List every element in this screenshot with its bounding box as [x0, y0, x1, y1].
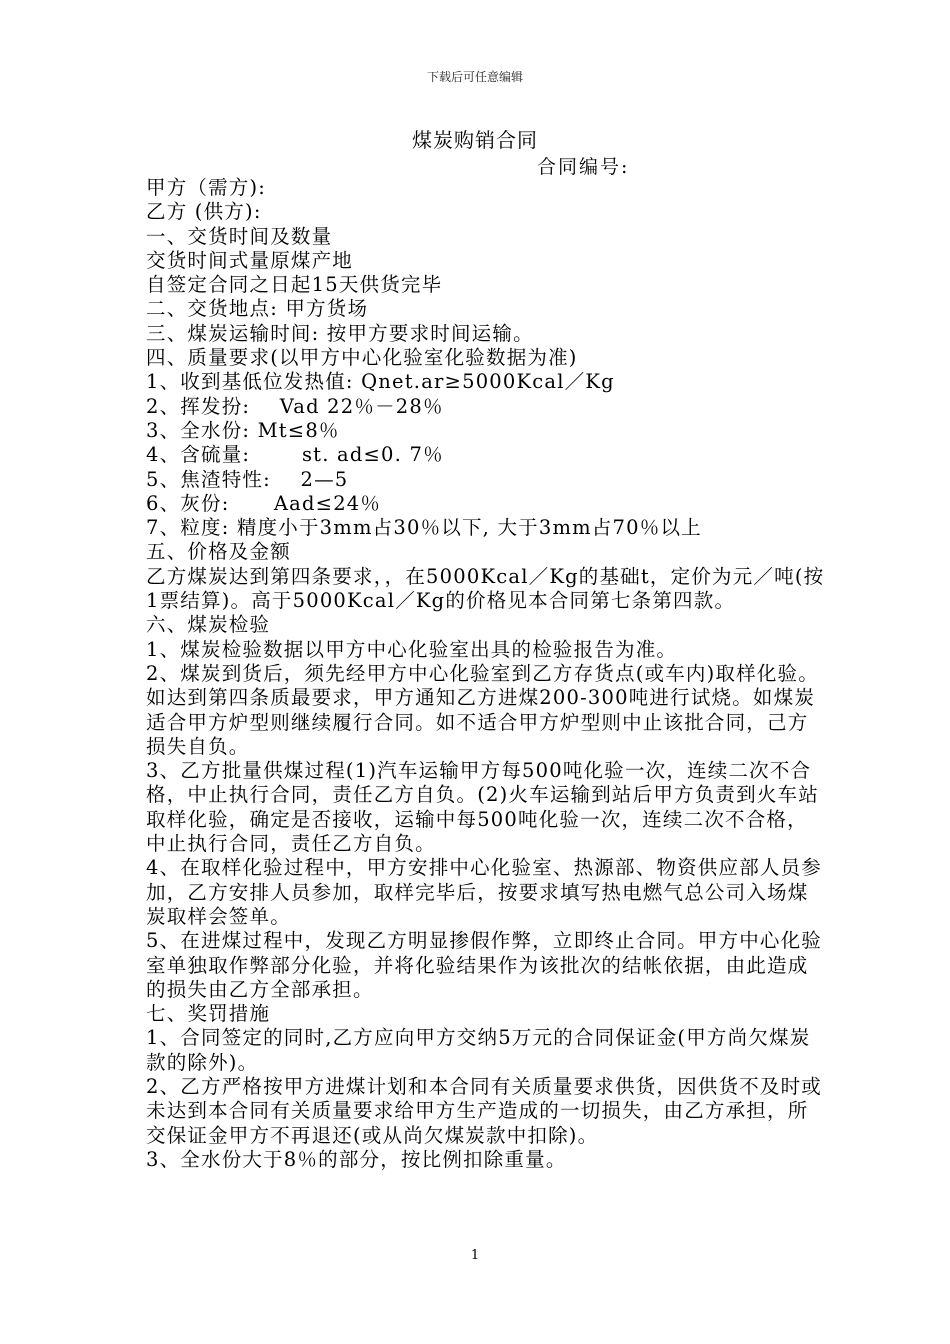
document-title: 煤炭购销合同	[412, 128, 538, 152]
penalty-clause-3: 3、全水份大于8％的部分，按比例扣除重量。	[146, 1147, 567, 1171]
inspection-clause-4: 4、在取样化验过程中，甲方安排中心化验室、热源部、物资供应部人员参加，乙方安排人员参加，取样完毕后，按要求填写热电燃气总公司入场煤炭取样会签单。	[146, 856, 823, 928]
quality-item-7: 7、粒度: 精度小于3mm占30％以下, 大于3mm占70％以上	[146, 516, 702, 540]
party-b-line: 乙方 (供方):	[146, 200, 262, 224]
party-a-line: 甲方（需方):	[146, 176, 267, 199]
section-1-heading: 一、交货时间及数量	[146, 224, 333, 248]
penalty-clause-2: 2、乙方严格按甲方进煤计划和本合同有关质量要求供货，因供货不及时或未达到本合同有关质量要求给甲方生产造成的一切损失，由乙方承担，所交保证金甲方不再退还(或从尚欠煤炭款中扣除)。	[146, 1074, 823, 1147]
section-3-heading: 三、煤炭运输时间: 按甲方要求时间运输。	[146, 321, 534, 345]
delivery-table-header: 交货时间式量原煤产地	[146, 248, 354, 272]
page-number: 1	[470, 1248, 480, 1263]
contract-body	[146, 176, 826, 1172]
inspection-clause-3: 3、乙方批量供煤过程(1)汽车运输甲方每500吨化验一次，连续二次不合格，中止执行合同，责任乙方自负。(2)火车运输到站后甲方负责到火车站取样化验，确定是否接收，运输中每500吨化验一次，连续二次不合格，中止执行合同，责任乙方自负。	[146, 759, 819, 856]
quality-item-5: 5、焦渣特性: 2—5	[146, 467, 349, 491]
section-5-heading: 五、价格及金额	[146, 540, 291, 564]
contract-number-label: 合同编号:	[537, 156, 630, 178]
quality-item-4: 4、含硫量: st. ad≤0. 7％	[146, 443, 444, 467]
section-6-heading: 六、煤炭检验	[146, 613, 271, 637]
section-2-heading: 二、交货地点: 甲方货场	[146, 297, 369, 321]
quality-item-6: 6、灰份: Aad≤24％	[146, 491, 382, 515]
inspection-clause-2: 2、煤炭到货后，须先经甲方中心化验室到乙方存货点(或车内)取样化验。如达到第四条质最要求，甲方通知乙方进煤200-300吨进行试烧。如煤炭适合甲方炉型则继续履行合同。如不适合甲方炉型则中止该批合同，己方损失自负。	[146, 661, 819, 758]
quality-item-2: 2、挥发扮: Vad 22％－28％	[146, 394, 444, 418]
inspection-clause-1: 1、煤炭检验数据以甲方中心化验室出具的检验报告为准。	[146, 637, 678, 661]
delivery-table-row: 自签定合同之日起15天供货完毕	[146, 273, 443, 297]
section-4-heading: 四、质量要求(以甲方中心化验室化验数据为准)	[146, 346, 578, 370]
penalty-clause-1: 1、合同签定的同时,乙方应向甲方交纳5万元的合同保证金(甲方尚欠煤炭款的除外)。	[146, 1026, 811, 1074]
inspection-clause-5: 5、在进煤过程中，发现乙方明显掺假作弊，立即终止合同。甲方中心化验室单独取作弊部分化验，并将化验结果作为该批次的结帐依据，由此造成的损失由乙方全部承担。	[146, 929, 823, 1001]
quality-item-3: 3、全水份: Mt≤8％	[146, 418, 340, 442]
section-7-heading: 七、奖罚措施	[146, 1002, 271, 1026]
quality-item-1: 1、收到基低位发热值: Qnet.ar≥5000Kcal／Kg	[146, 370, 615, 394]
price-paragraph: 乙方煤炭达到第四条要求，，在5000Kcal／Kg的基础t，定价为元／吨(按1票结算)。高于5000Kcal／Kg的价格见本合同第七条第四款。	[146, 564, 825, 613]
header-note: 下载后可任意编辑	[426, 70, 523, 84]
